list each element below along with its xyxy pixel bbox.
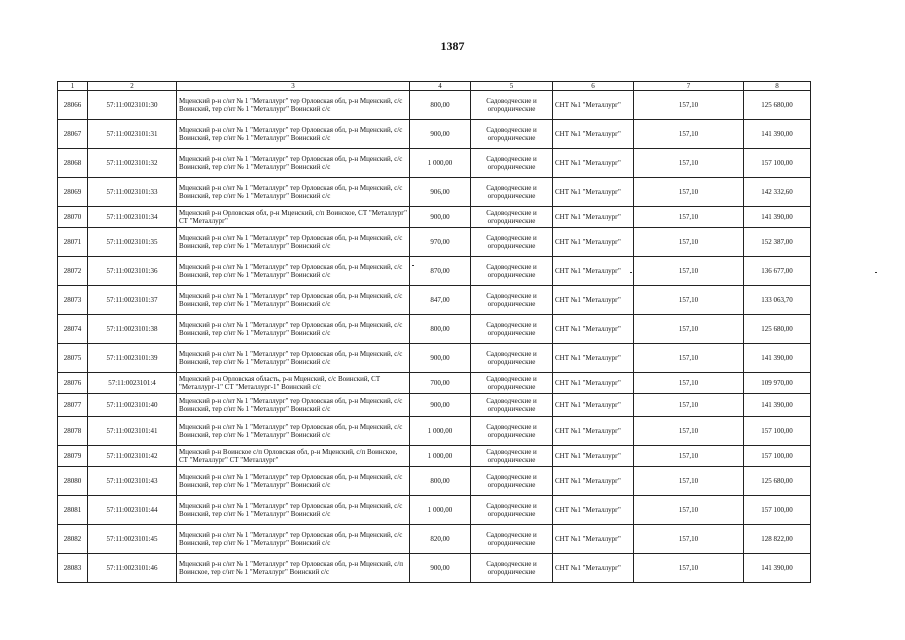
cadastral-value-cell: 141 390,00: [744, 120, 811, 149]
cadastral-number-cell: 57:11:0023101:42: [88, 446, 177, 467]
land-use-cell: Садоводческие и огороднические: [471, 207, 553, 228]
address-cell: Мценский р-н с/нт № 1 "Металлург" тер Орловская обл, р-н Мценский, с/с Воинский, тер с/нт № 1 "Металлург" Воинский с/с: [177, 344, 410, 373]
table-row: [58, 525, 811, 554]
cadastral-value-cell: 157 100,00: [744, 446, 811, 467]
owner-cell: СНТ №1 "Металлург": [553, 467, 634, 496]
row-id-cell: 28081: [58, 496, 88, 525]
rate-cell: 157,10: [634, 394, 744, 417]
scan-speck: [875, 272, 877, 273]
rate-cell: 157,10: [634, 286, 744, 315]
rate-cell: 157,10: [634, 554, 744, 583]
owner-cell: СНТ №1 "Металлург": [553, 120, 634, 149]
cadastral-value-cell: 141 390,00: [744, 554, 811, 583]
rate-cell: 157,10: [634, 344, 744, 373]
owner-cell: СНТ №1 "Металлург": [553, 178, 634, 207]
area-cell: 1 000,00: [410, 446, 471, 467]
rate-cell: 157,10: [634, 257, 744, 286]
row-id-cell: 28073: [58, 286, 88, 315]
land-use-cell: Садоводческие и огороднические: [471, 373, 553, 394]
area-cell: 870,00: [410, 257, 471, 286]
area-cell: 1 000,00: [410, 149, 471, 178]
row-id-cell: 28083: [58, 554, 88, 583]
land-use-cell: Садоводческие и огороднические: [471, 149, 553, 178]
cadastral-value-cell: 157 100,00: [744, 149, 811, 178]
cadastral-number-cell: 57:11:0023101:31: [88, 120, 177, 149]
table-row: [58, 91, 811, 120]
area-cell: 1 000,00: [410, 496, 471, 525]
owner-cell: СНТ №1 "Металлург": [553, 228, 634, 257]
address-cell: Мценский р-н с/нт № 1 "Металлург" тер Орловская обл, р-н Мценский, с/с Воинский, тер с/нт № 1 "Металлург" Воинский с/с: [177, 91, 410, 120]
cadastral-number-cell: 57:11:0023101:34: [88, 207, 177, 228]
table-row: [58, 554, 811, 583]
cadastral-number-cell: 57:11:0023101:40: [88, 394, 177, 417]
land-use-cell: Садоводческие и огороднические: [471, 446, 553, 467]
column-number: 8: [744, 82, 811, 91]
land-use-cell: Садоводческие и огороднические: [471, 417, 553, 446]
area-cell: 820,00: [410, 525, 471, 554]
cadastral-value-cell: 157 100,00: [744, 496, 811, 525]
column-number: 3: [177, 82, 410, 91]
cadastral-number-cell: 57:11:0023101:38: [88, 315, 177, 344]
area-cell: 800,00: [410, 315, 471, 344]
land-use-cell: Садоводческие и огороднические: [471, 344, 553, 373]
area-cell: 800,00: [410, 467, 471, 496]
rate-cell: 157,10: [634, 120, 744, 149]
table-row: [58, 373, 811, 394]
rate-cell: 157,10: [634, 178, 744, 207]
table-row: [58, 417, 811, 446]
area-cell: 906,00: [410, 178, 471, 207]
rate-cell: 157,10: [634, 373, 744, 394]
owner-cell: СНТ №1 "Металлург": [553, 496, 634, 525]
cadastral-number-cell: 57:11:0023101:36: [88, 257, 177, 286]
table-row: [58, 496, 811, 525]
cadastral-value-cell: 109 970,00: [744, 373, 811, 394]
address-cell: Мценский р-н Воинское с/п Орловская обл, р-н Мценский, с/п Воинское, СТ "Металлург" СТ "Металлург": [177, 446, 410, 467]
cadastral-value-cell: 125 680,00: [744, 467, 811, 496]
cadastral-number-cell: 57:11:0023101:46: [88, 554, 177, 583]
area-cell: 900,00: [410, 554, 471, 583]
rate-cell: 157,10: [634, 228, 744, 257]
land-use-cell: Садоводческие и огороднические: [471, 496, 553, 525]
area-cell: 900,00: [410, 207, 471, 228]
owner-cell: СНТ №1 "Металлург": [553, 373, 634, 394]
address-cell: Мценский р-н с/нт № 1 "Металлург" тер Орловская обл, р-н Мценский, с/с Воинский, тер с/нт № 1 "Металлург" Воинский с/с: [177, 525, 410, 554]
cadastral-value-cell: 128 822,00: [744, 525, 811, 554]
area-cell: 900,00: [410, 344, 471, 373]
rate-cell: 157,10: [634, 149, 744, 178]
cadastral-number-cell: 57:11:0023101:44: [88, 496, 177, 525]
address-cell: Мценский р-н с/нт № 1 "Металлург" тер Орловская обл, р-н Мценский, с/с Воинский, тер с/нт № 1 "Металлург" Воинский с/с: [177, 286, 410, 315]
address-cell: Мценский р-н с/нт № 1 "Металлург" тер Орловская обл, р-н Мценский, с/с Воинский, тер с/нт № 1 "Металлург" Воинский с/с: [177, 149, 410, 178]
address-cell: Мценский р-н с/нт № 1 "Металлург" тер Орловская обл, р-н Мценский, с/с Воинский, тер с/нт № 1 "Металлург" Воинский с/с: [177, 120, 410, 149]
page-number: 1387: [440, 39, 465, 53]
column-number: 5: [471, 82, 553, 91]
column-number: 6: [553, 82, 634, 91]
owner-cell: СНТ №1 "Металлург": [553, 344, 634, 373]
land-use-cell: Садоводческие и огороднические: [471, 257, 553, 286]
owner-cell: СНТ №1 "Металлург": [553, 207, 634, 228]
cadastral-value-cell: 141 390,00: [744, 344, 811, 373]
owner-cell: СНТ №1 "Металлург": [553, 91, 634, 120]
address-cell: Мценский р-н с/нт № 1 "Металлург" тер Орловская обл, р-н Мценский, с/с Воинский, тер с/нт № 1 "Металлург" Воинский с/с: [177, 467, 410, 496]
owner-cell: СНТ №1 "Металлург": [553, 149, 634, 178]
area-cell: 800,00: [410, 91, 471, 120]
row-id-cell: 28067: [58, 120, 88, 149]
cadastral-number-cell: 57:11:0023101:4: [88, 373, 177, 394]
table-row: [58, 467, 811, 496]
land-use-cell: Садоводческие и огороднические: [471, 525, 553, 554]
rate-cell: 157,10: [634, 315, 744, 344]
cadastral-number-cell: 57:11:0023101:45: [88, 525, 177, 554]
owner-cell: СНТ №1 "Металлург": [553, 257, 634, 286]
cadastral-number-cell: 57:11:0023101:39: [88, 344, 177, 373]
owner-cell: СНТ №1 "Металлург": [553, 554, 634, 583]
table-row: [58, 286, 811, 315]
cadastral-value-cell: 142 332,60: [744, 178, 811, 207]
table-row: [58, 178, 811, 207]
row-id-cell: 28075: [58, 344, 88, 373]
land-use-cell: Садоводческие и огороднические: [471, 467, 553, 496]
cadastral-number-cell: 57:11:0023101:35: [88, 228, 177, 257]
rate-cell: 157,10: [634, 417, 744, 446]
address-cell: Мценский р-н Орловская обл, р-н Мценский, с/п Воинское, СТ "Металлург" СТ "Металлург": [177, 207, 410, 228]
table-row: [58, 257, 811, 286]
land-use-cell: Садоводческие и огороднические: [471, 120, 553, 149]
cadastral-value-cell: 136 677,00: [744, 257, 811, 286]
column-number: 4: [410, 82, 471, 91]
row-id-cell: 28076: [58, 373, 88, 394]
land-use-cell: Садоводческие и огороднические: [471, 178, 553, 207]
cadastral-number-cell: 57:11:0023101:30: [88, 91, 177, 120]
cadastral-number-cell: 57:11:0023101:43: [88, 467, 177, 496]
area-cell: 970,00: [410, 228, 471, 257]
land-use-cell: Садоводческие и огороднические: [471, 228, 553, 257]
owner-cell: СНТ №1 "Металлург": [553, 315, 634, 344]
owner-cell: СНТ №1 "Металлург": [553, 525, 634, 554]
rate-cell: 157,10: [634, 467, 744, 496]
land-use-cell: Садоводческие и огороднические: [471, 91, 553, 120]
owner-cell: СНТ №1 "Металлург": [553, 417, 634, 446]
row-id-cell: 28068: [58, 149, 88, 178]
row-id-cell: 28074: [58, 315, 88, 344]
rate-cell: 157,10: [634, 496, 744, 525]
owner-cell: СНТ №1 "Металлург": [553, 446, 634, 467]
land-use-cell: Садоводческие и огороднические: [471, 554, 553, 583]
table-row: [58, 120, 811, 149]
row-id-cell: 28069: [58, 178, 88, 207]
cadastral-value-cell: 125 680,00: [744, 91, 811, 120]
land-registry-table: [57, 81, 811, 583]
row-id-cell: 28072: [58, 257, 88, 286]
row-id-cell: 28079: [58, 446, 88, 467]
scan-speck: [412, 265, 414, 266]
row-id-cell: 28066: [58, 91, 88, 120]
row-id-cell: 28080: [58, 467, 88, 496]
cadastral-value-cell: 133 063,70: [744, 286, 811, 315]
address-cell: Мценский р-н с/нт № 1 "Металлург" тер Орловская обл, р-н Мценский, с/с Воинский, тер с/нт № 1 "Металлург" Воинский с/с: [177, 394, 410, 417]
table-row: [58, 394, 811, 417]
table-row: [58, 344, 811, 373]
row-id-cell: 28077: [58, 394, 88, 417]
address-cell: Мценский р-н с/нт № 1 "Металлург" тер Орловская обл, р-н Мценский, с/п Воинское, тер с/нт № 1 "Металлург" Воинский с/с: [177, 554, 410, 583]
land-use-cell: Садоводческие и огороднические: [471, 394, 553, 417]
area-cell: 900,00: [410, 394, 471, 417]
table-row: [58, 149, 811, 178]
cadastral-value-cell: 141 390,00: [744, 394, 811, 417]
address-cell: Мценский р-н с/нт № 1 "Металлург" тер Орловская обл, р-н Мценский, с/с Воинский, тер с/нт № 1 "Металлург" Воинский с/с: [177, 315, 410, 344]
table-row: [58, 315, 811, 344]
address-cell: Мценский р-н с/нт № 1 "Металлург" тер Орловская обл, р-н Мценский, с/с Воинский, тер с/нт № 1 "Металлург" Воинский с/с: [177, 496, 410, 525]
owner-cell: СНТ №1 "Металлург": [553, 286, 634, 315]
cadastral-value-cell: 125 680,00: [744, 315, 811, 344]
address-cell: Мценский р-н с/нт № 1 "Металлург" тер Орловская обл, р-н Мценский, с/с Воинский, тер с/нт № 1 "Металлург" Воинский с/с: [177, 178, 410, 207]
cadastral-number-cell: 57:11:0023101:33: [88, 178, 177, 207]
rate-cell: 157,10: [634, 207, 744, 228]
table-row: [58, 446, 811, 467]
address-cell: Мценский р-н с/нт № 1 "Металлург" тер Орловская обл, р-н Мценский, с/с Воинский, тер с/нт № 1 "Металлург" Воинский с/с: [177, 417, 410, 446]
address-cell: Мценский р-н Орловская область, р-н Мценский, с/с Воинский, СТ "Металлург-1" СТ "Металлург-1" Воинский с/с: [177, 373, 410, 394]
column-number-row: [58, 82, 811, 91]
rate-cell: 157,10: [634, 525, 744, 554]
scan-speck: [630, 272, 632, 273]
row-id-cell: 28078: [58, 417, 88, 446]
cadastral-value-cell: 157 100,00: [744, 417, 811, 446]
table-row: [58, 207, 811, 228]
column-number: 7: [634, 82, 744, 91]
land-use-cell: Садоводческие и огороднические: [471, 286, 553, 315]
rate-cell: 157,10: [634, 446, 744, 467]
column-number: 1: [58, 82, 88, 91]
cadastral-number-cell: 57:11:0023101:37: [88, 286, 177, 315]
address-cell: Мценский р-н с/нт № 1 "Металлург" тер Орловская обл, р-н Мценский, с/с Воинский, тер с/нт № 1 "Металлург" Воинский с/с: [177, 257, 410, 286]
cadastral-number-cell: 57:11:0023101:41: [88, 417, 177, 446]
area-cell: 847,00: [410, 286, 471, 315]
land-use-cell: Садоводческие и огороднические: [471, 315, 553, 344]
cadastral-number-cell: 57:11:0023101:32: [88, 149, 177, 178]
column-number: 2: [88, 82, 177, 91]
address-cell: Мценский р-н с/нт № 1 "Металлург" тер Орловская обл, р-н Мценский, с/с Воинский, тер с/нт № 1 "Металлург" Воинский с/с: [177, 228, 410, 257]
cadastral-value-cell: 141 390,00: [744, 207, 811, 228]
row-id-cell: 28070: [58, 207, 88, 228]
owner-cell: СНТ №1 "Металлург": [553, 394, 634, 417]
area-cell: 1 000,00: [410, 417, 471, 446]
cadastral-value-cell: 152 387,00: [744, 228, 811, 257]
area-cell: 700,00: [410, 373, 471, 394]
rate-cell: 157,10: [634, 91, 744, 120]
row-id-cell: 28071: [58, 228, 88, 257]
row-id-cell: 28082: [58, 525, 88, 554]
area-cell: 900,00: [410, 120, 471, 149]
table-row: [58, 228, 811, 257]
